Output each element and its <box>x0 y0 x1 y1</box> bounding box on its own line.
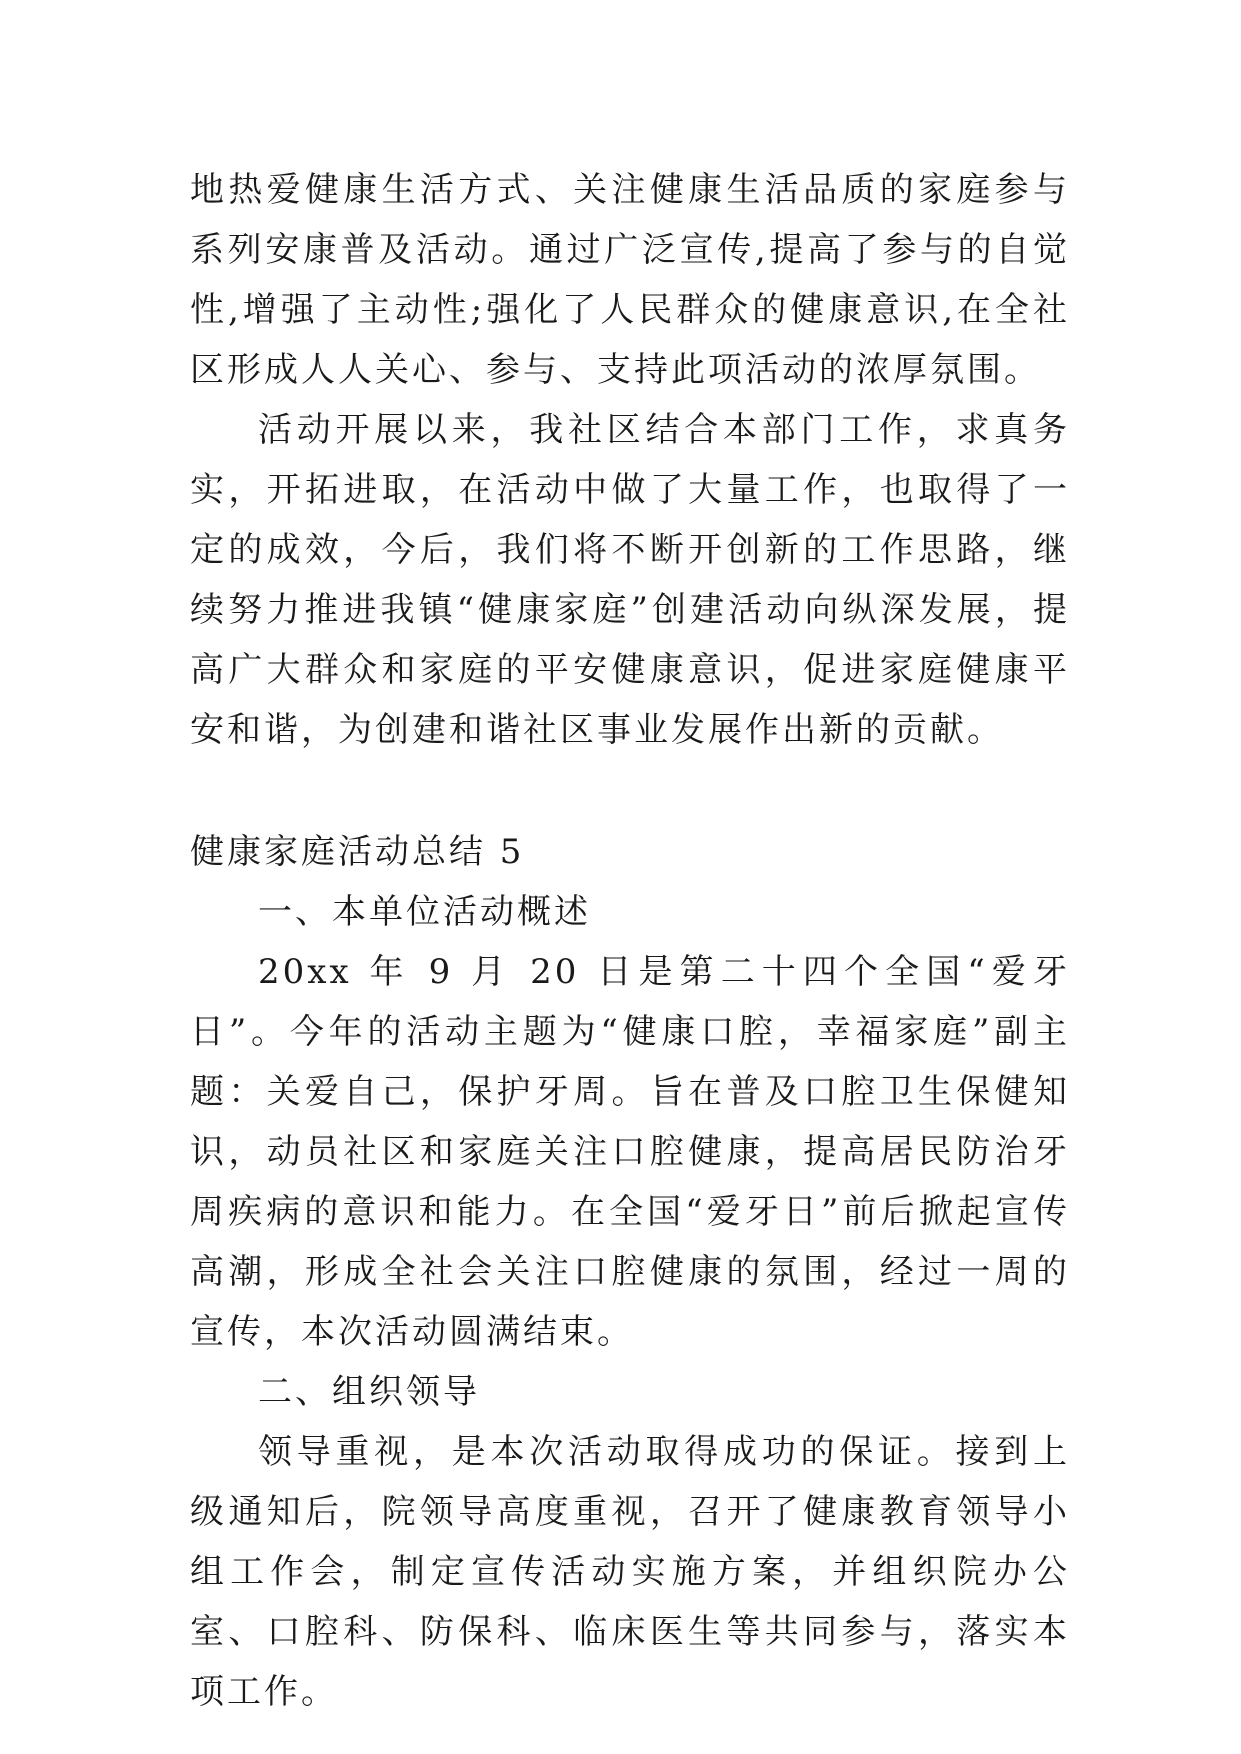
paragraph-overview: 20xx 年 9 月 20 日是第二十四个全国“爱牙日”。今年的活动主题为“健康口腔，幸福家庭”副主题：关爱自己，保护牙周。旨在普及口腔卫生保健知识，动员社区和家庭关注口腔健康，提高居民防治牙周疾病的意识和能力。在全国“爱牙日”前后掀起宣传高潮，形成全社会关注口腔健康的氛围，经过一周的宣传，本次活动圆满结束。 <box>190 952 1070 1352</box>
section-title: 健康家庭活动总结 5 <box>190 832 525 872</box>
subheading-overview: 一、本单位活动概述 <box>258 892 591 932</box>
paragraph-continuation: 地热爱健康生活方式、关注健康生活品质的家庭参与系列安康普及活动。通过广泛宣传,提高了参与的自觉性,增强了主动性;强化了人民群众的健康意识,在全社区形成人人关心、参与、支持此项活动的浓厚氛围。 <box>190 170 1070 390</box>
paragraph-leadership: 领导重视，是本次活动取得成功的保证。接到上级通知后，院领导高度重视，召开了健康教育领导小组工作会，制定宣传活动实施方案，并组织院办公室、口腔科、防保科、临床医生等共同参与，落实本项工作。 <box>190 1432 1070 1712</box>
paragraph-summary: 活动开展以来，我社区结合本部门工作，求真务实，开拓进取，在活动中做了大量工作，也取得了一定的成效，今后，我们将不断开创新的工作思路，继续努力推进我镇“健康家庭”创建活动向纵深发展，提高广大群众和家庭的平安健康意识，促进家庭健康平安和谐，为创建和谐社区事业发展作出新的贡献。 <box>190 410 1070 750</box>
subheading-leadership: 二、组织领导 <box>258 1372 480 1412</box>
section-spacer <box>190 760 1070 822</box>
document-body <box>190 160 1070 1722</box>
